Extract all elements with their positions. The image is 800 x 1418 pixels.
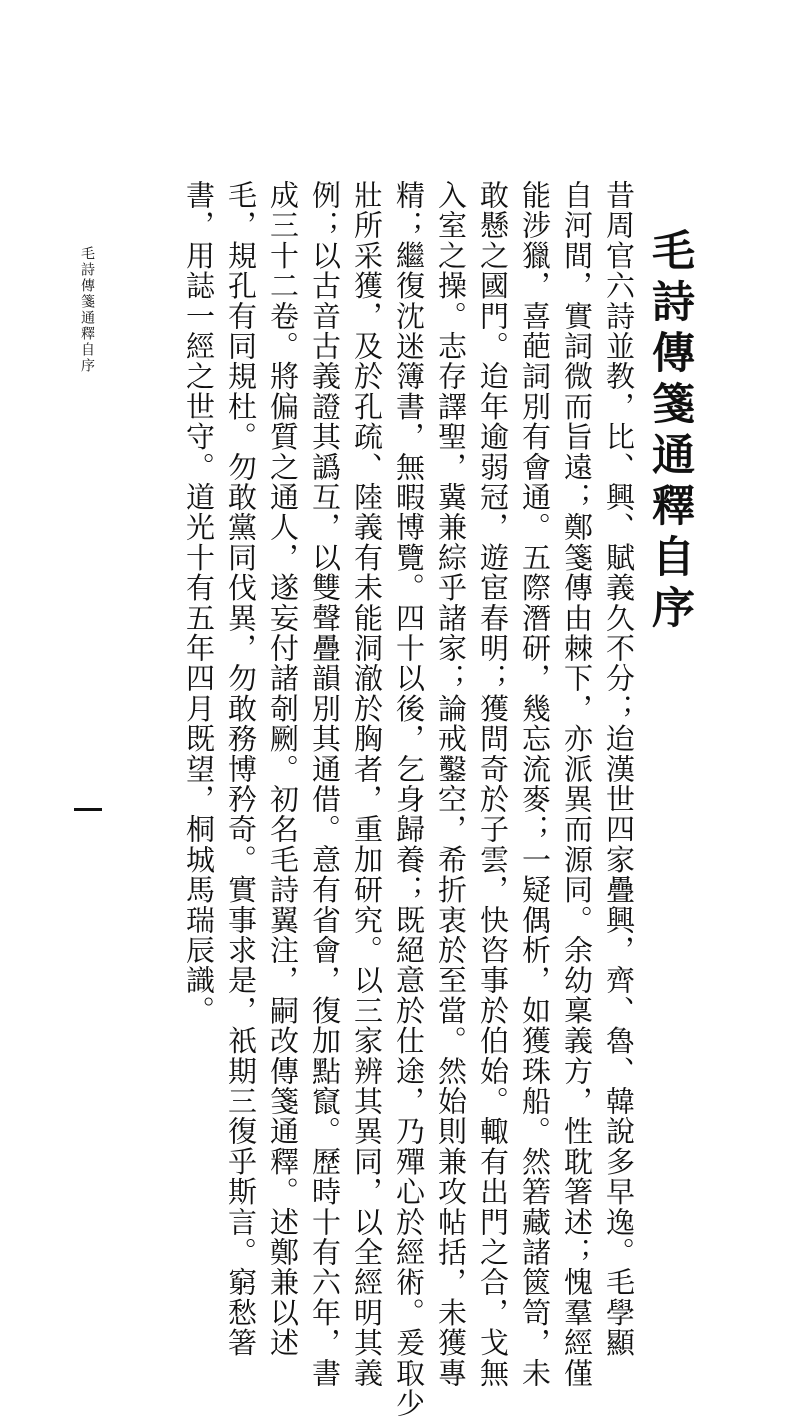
- text-column-5: 入室之操。志存譯聖，冀兼綜乎諸家；論戒鑿空，希折衷於至當。然始則兼攻帖括，未獲專: [434, 180, 468, 1388]
- text-column-6: 精；繼復沈迷簿書，無暇博覽。四十以後，乞身歸養；既絕意於仕途，乃殫心於經術。爰取少: [392, 180, 426, 1418]
- text-column-1: 昔周官六詩並教，比、興、賦義久不分；迨漢世四家疊興，齊、魯、韓說多早逸。毛學顯: [602, 180, 636, 1358]
- margin-title: 毛詩傳箋通釋自序: [79, 246, 95, 374]
- text-column-3: 能涉獵，喜葩詞別有會通。五際潛研，幾忘流麥；一疑偶析，如獲珠船。然箬藏諸篋笥，未: [518, 180, 552, 1388]
- text-column-4: 敢懸之國門。迨年逾弱冠，遊宦春明；獲問奇於子雲，快咨事於伯始。輙有出門之合，戈無: [476, 180, 510, 1388]
- text-column-10: 毛，規孔有同規杜。勿敢黨同伐異，勿敢務博矜奇。實事求是，祇期三復乎斯言。窮愁箸: [224, 180, 258, 1358]
- text-column-2: 自河間，實詞微而旨遠；鄭箋傳由棘下，亦派異而源同。余幼稟義方，性耽箸述；愧羣經僅: [560, 180, 594, 1388]
- text-column-11: 書，用誌一經之世守。道光十有五年四月既望，桐城馬瑞辰識。: [182, 180, 216, 1026]
- text-column-8: 例；以古音古義證其譌互，以雙聲疊韻別其通借。意有省會，復加點竄。歷時十有六年，書: [308, 180, 342, 1388]
- page-title: 毛詩傳箋通釋自序: [645, 228, 695, 636]
- text-column-9: 成三十二卷。將偏質之通人，遂妄付諸剞劂。初名毛詩翼注，嗣改傳箋通釋。述鄭兼以述: [266, 180, 300, 1358]
- page-number-one: [74, 808, 102, 811]
- text-column-7: 壯所采獲，及於孔疏、陸義有未能洞澈於胸者，重加研究。以三家辨其異同，以全經明其義: [350, 180, 384, 1388]
